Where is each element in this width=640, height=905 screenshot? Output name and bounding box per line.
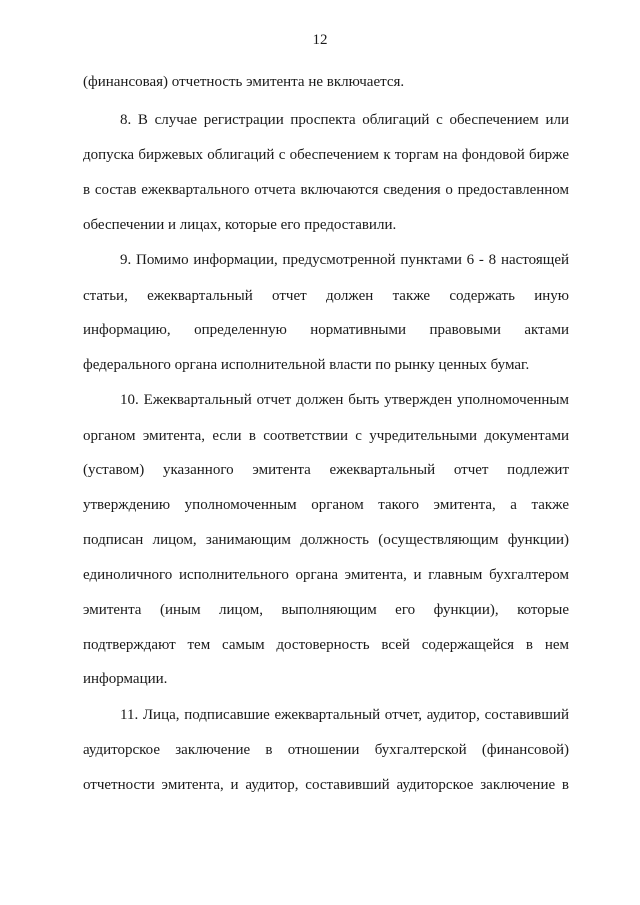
paragraph-10-line: информации. — [83, 671, 168, 687]
paragraph-11-line: 11. Лица, подписавшие ежеквартальный отчет, аудитор, составивший — [120, 707, 569, 723]
paragraph-11-line: отчетности эмитента, и аудитор, составивший аудиторское заключение в — [83, 777, 569, 793]
paragraph-10-line: 10. Ежеквартальный отчет должен быть утвержден уполномоченным — [120, 392, 569, 408]
paragraph-10-line: подписан лицом, занимающим должность (осуществляющим функции) — [83, 532, 569, 548]
paragraph-9-line: 9. Помимо информации, предусмотренной пунктами 6 - 8 настоящей — [120, 252, 569, 268]
paragraph-9-line: федерального органа исполнительной власти по рынку ценных бумаг. — [83, 357, 530, 373]
paragraph-9-line: статьи, ежеквартальный отчет должен также содержать иную — [83, 288, 569, 304]
text-line: (финансовая) отчетность эмитента не включается. — [83, 74, 405, 90]
paragraph-11-line: аудиторское заключение в отношении бухгалтерской (финансовой) — [83, 742, 569, 758]
paragraph-8-line: обеспечении и лицах, которые его предоставили. — [83, 217, 397, 233]
paragraph-8-line: 8. В случае регистрации проспекта облигаций с обеспечением или — [120, 112, 569, 128]
paragraph-10-line: утверждению уполномоченным органом такого эмитента, а также — [83, 497, 569, 513]
paragraph-9-line: информацию, определенную нормативными правовыми актами — [83, 322, 569, 338]
paragraph-10-line: (уставом) указанного эмитента ежеквартальный отчет подлежит — [83, 462, 569, 478]
paragraph-10-line: подтверждают тем самым достоверность всей содержащейся в нем — [83, 637, 569, 653]
paragraph-10-line: единоличного исполнительного органа эмитента, и главным бухгалтером — [83, 567, 569, 583]
paragraph-8-line: в состав ежеквартального отчета включаются сведения о предоставленном — [83, 182, 569, 198]
page-number: 12 — [312, 32, 328, 48]
paragraph-10-line: эмитента (иным лицом, выполняющим его функции), которые — [83, 602, 569, 618]
paragraph-10-line: органом эмитента, если в соответствии с учредительными документами — [83, 428, 569, 444]
paragraph-8-line: допуска биржевых облигаций с обеспечением к торгам на фондовой бирже — [83, 147, 569, 163]
